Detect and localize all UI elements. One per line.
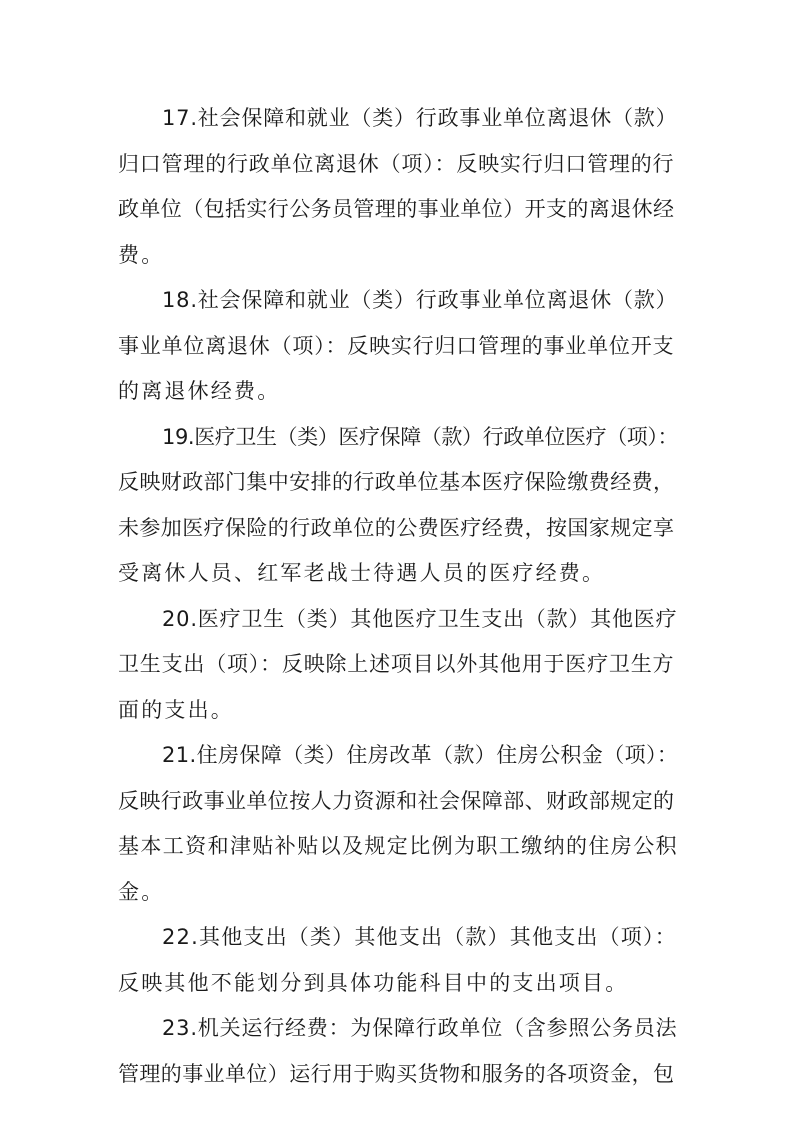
- paragraph-18: [118, 278, 678, 415]
- paragraph-line: 21.住房保障（类）住房改革（款）住房公积金（项）：: [162, 743, 679, 767]
- paragraph-17: [118, 96, 678, 278]
- paragraph-line: 反映其他不能划分到具体功能科目中的支出项目。: [118, 970, 629, 995]
- paragraph-line: 17.社会保障和就业（类）行政事业单位离退休（款）: [162, 106, 678, 130]
- paragraph-line: 的离退休经费。: [118, 379, 281, 403]
- paragraph-19: [118, 415, 678, 597]
- paragraph-line: 反映财政部门集中安排的行政单位基本医疗保险缴费经费，: [118, 470, 675, 494]
- paragraph-line: 卫生支出（项）：反映除上述项目以外其他用于医疗卫生方: [118, 652, 675, 676]
- paragraph-22: [118, 915, 678, 1006]
- paragraph-line: 管理的事业单位）运行用于购买货物和服务的各项资金，包: [118, 1061, 675, 1086]
- paragraph-23: [118, 1006, 678, 1097]
- paragraph-line: 反映行政事业单位按人力资源和社会保障部、财政部规定的: [118, 788, 675, 813]
- paragraph-line: 政单位（包括实行公务员管理的事业单位）开支的离退休经: [118, 197, 675, 221]
- paragraph-line: 22.其他支出（类）其他支出（款）其他支出（项）：: [162, 925, 677, 949]
- paragraph-line: 面的支出。: [118, 697, 234, 722]
- paragraph-20: [118, 597, 678, 734]
- paragraph-line: 金。: [118, 879, 165, 904]
- document-body: [118, 96, 678, 1097]
- paragraph-line: 费。: [118, 242, 165, 267]
- paragraph-line: 归口管理的行政单位离退休（项）：反映实行归口管理的行: [118, 151, 675, 176]
- paragraph-21: [118, 733, 678, 915]
- paragraph-line: 未参加医疗保险的行政单位的公费医疗经费，按国家规定享: [118, 515, 675, 540]
- paragraph-line: 18.社会保障和就业（类）行政事业单位离退休（款）: [162, 288, 678, 312]
- paragraph-line: 基本工资和津贴补贴以及规定比例为职工缴纳的住房公积: [118, 834, 678, 858]
- paragraph-line: 19.医疗卫生（类）医疗保障（款）行政单位医疗（项）：: [162, 424, 679, 449]
- paragraph-line: 23.机关运行经费：为保障行政单位（含参照公务员法: [162, 1016, 678, 1040]
- paragraph-line: 受离休人员、红军老战士待遇人员的医疗经费。: [118, 561, 606, 585]
- paragraph-line: 事业单位离退休（项）：反映实行归口管理的事业单位开支: [118, 333, 675, 358]
- paragraph-line: 20.医疗卫生（类）其他医疗卫生支出（款）其他医疗: [162, 606, 678, 631]
